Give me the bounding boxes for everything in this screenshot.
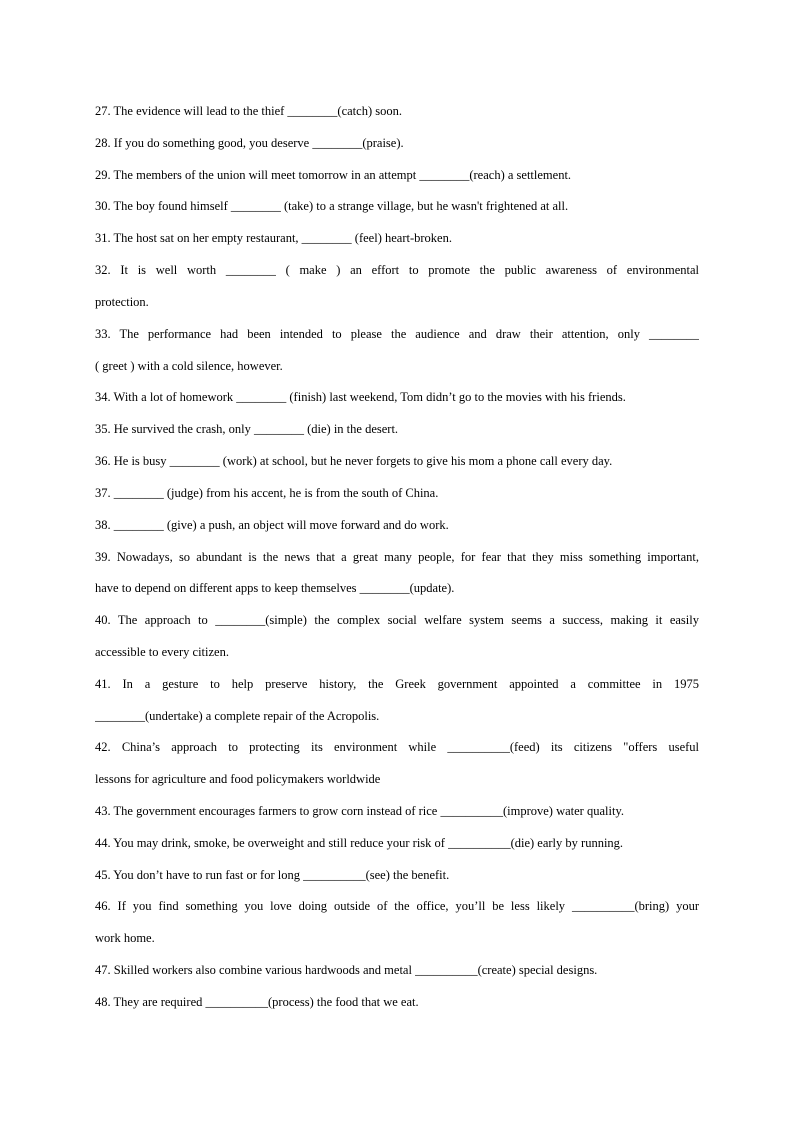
question-number: 33. bbox=[95, 327, 111, 341]
question-43 bbox=[95, 795, 699, 827]
question-32 bbox=[95, 254, 699, 286]
question-45 bbox=[95, 859, 699, 891]
question-text-line2: have to depend on different apps to keep themselves ________(update). bbox=[95, 581, 455, 595]
question-text: ________ (judge) from his accent, he is from the south of China. bbox=[113, 486, 439, 500]
question-28 bbox=[95, 127, 699, 159]
question-33-continued bbox=[95, 350, 699, 382]
question-text-line1: In a gesture to help preserve history, the Greek government appointed a committee in 1975 bbox=[122, 677, 699, 691]
question-text-line1: Nowadays, so abundant is the news that a great many people, for fear that they miss something important, bbox=[116, 550, 699, 564]
question-41-continued bbox=[95, 700, 699, 732]
question-text: The government encourages farmers to grow corn instead of rice __________(improve) water quality. bbox=[113, 804, 625, 818]
question-36 bbox=[95, 445, 699, 477]
question-39 bbox=[95, 541, 699, 573]
question-number: 36. bbox=[95, 454, 111, 468]
question-number: 39. bbox=[95, 550, 111, 564]
question-text: The evidence will lead to the thief ________(catch) soon. bbox=[113, 104, 402, 118]
question-32-continued bbox=[95, 286, 699, 318]
question-text: Skilled workers also combine various hardwoods and metal __________(create) special designs. bbox=[113, 963, 598, 977]
question-number: 42. bbox=[95, 740, 111, 754]
question-34 bbox=[95, 381, 699, 413]
question-46-continued bbox=[95, 922, 699, 954]
question-text: He is busy ________ (work) at school, but he never forgets to give his mom a phone call every day. bbox=[113, 454, 613, 468]
question-47 bbox=[95, 954, 699, 986]
question-number: 27. bbox=[95, 104, 111, 118]
question-46 bbox=[95, 890, 699, 922]
question-35 bbox=[95, 413, 699, 445]
question-number: 41. bbox=[95, 677, 111, 691]
question-27 bbox=[95, 95, 699, 127]
question-text-line1: It is well worth ________ ( make ) an effort to promote the public awareness of environmental bbox=[120, 263, 699, 277]
question-text-line1: The approach to ________(simple) the complex social welfare system seems a success, making it easily bbox=[117, 613, 699, 627]
question-number: 45. bbox=[95, 868, 111, 882]
question-text-line1: If you find something you love doing outside of the office, you’ll be less likely __________(bring) your bbox=[117, 899, 699, 913]
question-number: 29. bbox=[95, 168, 111, 182]
question-text-line2: work home. bbox=[95, 931, 155, 945]
question-text-line2: ________(undertake) a complete repair of the Acropolis. bbox=[95, 709, 380, 723]
question-text: With a lot of homework ________ (finish) last weekend, Tom didn’t go to the movies with his friends. bbox=[113, 390, 626, 404]
question-40-continued bbox=[95, 636, 699, 668]
question-33 bbox=[95, 318, 699, 350]
question-number: 32. bbox=[95, 263, 111, 277]
question-text: The members of the union will meet tomorrow in an attempt ________(reach) a settlement. bbox=[113, 168, 572, 182]
question-number: 35. bbox=[95, 422, 111, 436]
question-number: 48. bbox=[95, 995, 111, 1009]
question-44 bbox=[95, 827, 699, 859]
question-number: 40. bbox=[95, 613, 111, 627]
question-text: ________ (give) a push, an object will move forward and do work. bbox=[113, 518, 449, 532]
question-number: 47. bbox=[95, 963, 111, 977]
question-42 bbox=[95, 731, 699, 763]
question-text-line2: accessible to every citizen. bbox=[95, 645, 229, 659]
question-text: You may drink, smoke, be overweight and still reduce your risk of __________(die) early by running. bbox=[113, 836, 624, 850]
question-number: 43. bbox=[95, 804, 111, 818]
question-31 bbox=[95, 222, 699, 254]
question-text-line1: The performance had been intended to please the audience and draw their attention, only ________ bbox=[119, 327, 699, 341]
question-text-line1: China’s approach to protecting its environment while __________(feed) its citizens "offers useful bbox=[121, 740, 699, 754]
question-text: You don’t have to run fast or for long __________(see) the benefit. bbox=[113, 868, 450, 882]
question-number: 44. bbox=[95, 836, 111, 850]
question-number: 28. bbox=[95, 136, 111, 150]
question-37 bbox=[95, 477, 699, 509]
question-number: 37. bbox=[95, 486, 111, 500]
question-40 bbox=[95, 604, 699, 636]
question-text: He survived the crash, only ________ (die) in the desert. bbox=[113, 422, 399, 436]
question-text: The host sat on her empty restaurant, ________ (feel) heart-broken. bbox=[113, 231, 452, 245]
question-30 bbox=[95, 190, 699, 222]
question-text: If you do something good, you deserve ________(praise). bbox=[113, 136, 404, 150]
question-39-continued bbox=[95, 572, 699, 604]
question-42-continued bbox=[95, 763, 699, 795]
question-text-line2: ( greet ) with a cold silence, however. bbox=[95, 359, 283, 373]
question-number: 46. bbox=[95, 899, 111, 913]
question-text-line2: lessons for agriculture and food policymakers worldwide bbox=[95, 772, 381, 786]
question-38 bbox=[95, 509, 699, 541]
question-48 bbox=[95, 986, 699, 1018]
question-number: 30. bbox=[95, 199, 111, 213]
question-text: The boy found himself ________ (take) to a strange village, but he wasn't frightened at all. bbox=[113, 199, 569, 213]
question-41 bbox=[95, 668, 699, 700]
question-number: 31. bbox=[95, 231, 111, 245]
question-number: 34. bbox=[95, 390, 111, 404]
question-text-line2: protection. bbox=[95, 295, 149, 309]
question-number: 38. bbox=[95, 518, 111, 532]
question-29 bbox=[95, 159, 699, 191]
question-text: They are required __________(process) the food that we eat. bbox=[113, 995, 419, 1009]
